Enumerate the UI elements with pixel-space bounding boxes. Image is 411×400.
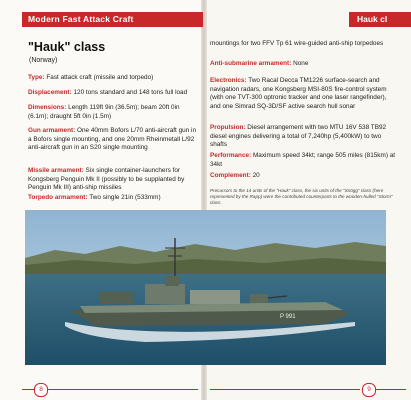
spec-propulsion xyxy=(210,124,396,150)
spec-electronics xyxy=(210,77,396,111)
spec-displacement xyxy=(28,89,198,98)
footer-rule-right-b xyxy=(376,389,406,390)
footer-rule-right-a xyxy=(210,389,360,390)
spec-value: Maximum speed 34kt; range 505 miles (815km) at 34kt xyxy=(210,152,396,168)
spec-value: One 40mm Bofors L/70 anti-aircraft gun in a Bofors single mounting, and one 20mm Rheinmetall L/92 anti-aircraft gun in an S20 single mounting xyxy=(28,127,197,152)
page-subtitle: (Norway) xyxy=(29,57,58,64)
hull-number: P 991 xyxy=(280,314,296,320)
spec-label: Electronics: xyxy=(210,77,247,84)
spec-label: Performance: xyxy=(210,152,252,159)
spec-value: Diesel arrangement with two MTU 16V 538 TB92 diesel engines delivering a total of 7,240hp (5,400kW) to two shafts xyxy=(210,124,387,149)
spec-dimensions xyxy=(28,104,198,121)
ship-illustration xyxy=(25,210,386,365)
spec-label: Propulsion: xyxy=(210,124,246,131)
spec-value: 20 xyxy=(252,172,260,179)
spec-label: Complement: xyxy=(210,172,251,179)
spec-value: None xyxy=(293,60,309,67)
spec-anti-submarine xyxy=(210,60,396,69)
spec-label: Missile armament: xyxy=(28,167,84,174)
spec-missile-armament xyxy=(28,167,198,193)
spec-value: 120 tons standard and 148 tons full load xyxy=(73,89,188,96)
spec-label: Dimensions: xyxy=(28,104,67,111)
spec-complement xyxy=(210,172,396,181)
spec-value: Two single 21in (533mm) xyxy=(89,194,161,201)
spec-value: Two Racal Decca TM1226 surface-search and navigation radars, one Kongsberg MSI-80S fire-control system (with one TVT-300 optronic tracker and one laser rangefinder), and one Simrad SQ-3D/SF active search hull sonar xyxy=(210,77,387,110)
page-number-right: 9 xyxy=(362,383,376,397)
spec-performance xyxy=(210,152,396,169)
spec-torpedo-armament xyxy=(28,194,198,203)
page-title: "Hauk" class xyxy=(28,40,106,54)
spec-value: Six single container-launchers for Kongsberg Penguin Mk II (possibly to be supplanted by Penguin Mk III) anti-ship missiles xyxy=(28,167,185,192)
spec-label: Displacement: xyxy=(28,89,72,96)
section-banner: Hauk cl xyxy=(349,12,411,27)
spec-torpedo-continuation: mountings for two FFV Tp 61 wire-guided anti-ship torpedoes xyxy=(210,40,384,47)
chapter-banner: Modern Fast Attack Craft xyxy=(22,12,203,27)
ship-photo xyxy=(25,210,386,365)
spec-type xyxy=(28,74,198,83)
spec-label: Torpedo armament: xyxy=(28,194,88,201)
photo-caption: Precursors to the 14 units of the "Hauk" class, the six units of the "Snögg" class (here represented by the Rapp) were the contributed counterparts to the wooden-hulled "Storm" class. xyxy=(210,188,393,205)
spec-gun-armament xyxy=(28,127,198,153)
spec-label: Anti-submarine armament: xyxy=(210,60,292,67)
page-number-left: 8 xyxy=(34,383,48,397)
footer-rule-left-b xyxy=(48,389,198,390)
spec-value: Length 119ft 9in (36.5m); beam 20ft 0in (6.1m); draught 5ft 0in (1.5m) xyxy=(28,104,180,120)
spec-label: Gun armament: xyxy=(28,127,76,134)
spec-label: Type: xyxy=(28,74,45,81)
spec-value: Fast attack craft (missile and torpedo) xyxy=(46,74,154,81)
